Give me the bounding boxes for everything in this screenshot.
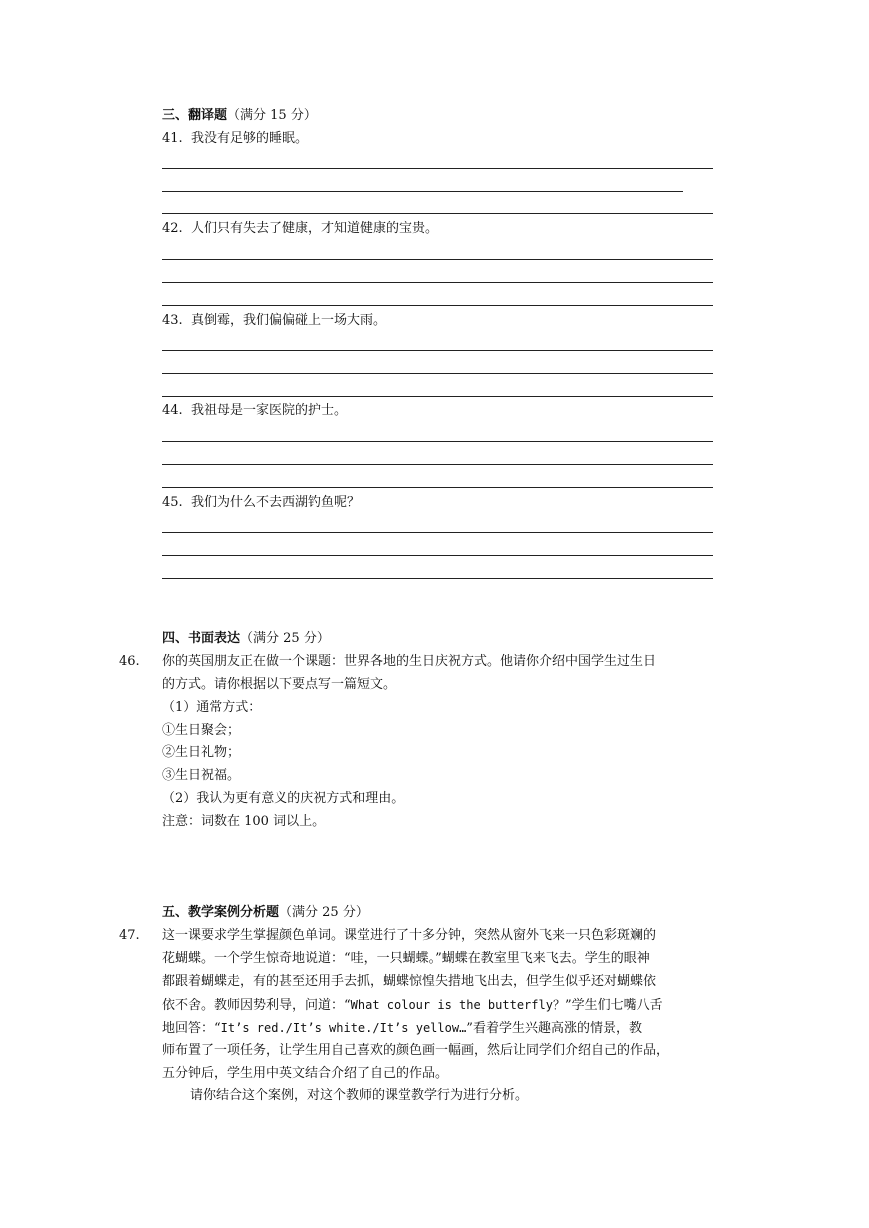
q46-line-1: 你的英国朋友正在做一个课题：世界各地的生日庆祝方式。他请你介绍中国学生过生日	[162, 654, 657, 669]
question-41	[162, 130, 308, 148]
q43-text: 真倒霉，我们偏偏碰上一场大雨。	[190, 313, 386, 328]
q41-text: 我没有足够的睡眠。	[190, 131, 308, 146]
q45-text: 我们为什么不去西湖钓鱼呢？	[190, 495, 360, 510]
question-42	[162, 220, 438, 238]
answer-line	[162, 396, 713, 397]
answer-line	[162, 441, 713, 442]
answer-line	[162, 213, 713, 214]
answer-line	[162, 305, 713, 306]
answer-line	[162, 532, 713, 533]
q47-line-3: 都跟着蝴蝶走，有的甚至还用手去抓，蝴蝶惊惶失措地飞出去，但学生似乎还对蝴蝶依	[162, 974, 657, 989]
section5-heading: 五、教学案例分析题	[162, 905, 280, 920]
q41-number: 41.	[162, 131, 183, 146]
q47-line-7: 五分钟后，学生用中英文结合介绍了自己的作品。	[162, 1066, 449, 1081]
q47-line-5	[162, 1019, 642, 1038]
answer-line	[162, 191, 683, 192]
q46-item-3: ③生日祝福。	[162, 768, 241, 783]
section3-score: （满分 15 分）	[227, 108, 317, 123]
q46-item-1: ①生日聚会；	[162, 723, 241, 738]
q47-instruction: 请你结合这个案例，对这个教师的课堂教学行为进行分析。	[190, 1088, 529, 1103]
answer-line	[162, 282, 713, 283]
question-43	[162, 312, 386, 330]
q46-note: 注意：词数在 100 词以上。	[162, 814, 326, 829]
section4-score: （满分 25 分）	[240, 631, 330, 646]
q46-number: 46.	[119, 654, 140, 669]
answer-line	[162, 487, 713, 488]
q47-line-4-start: 依不舍。教师因势利导，问道：“	[162, 998, 351, 1013]
answer-line	[162, 464, 713, 465]
q47-number: 47.	[119, 928, 140, 943]
section3-title	[162, 107, 317, 125]
q46-item-2: ②生日礼物；	[162, 745, 241, 760]
q47-english-answers: It’s red./It’s white./It’s yellow…	[220, 1021, 467, 1035]
q47-line-6: 师布置了一项任务，让学生用自己喜欢的颜色画一幅画，然后让同学们介绍自己的作品，	[162, 1043, 670, 1058]
q47-line-5-start: 地回答：“	[162, 1021, 221, 1036]
q47-line-4	[162, 996, 663, 1015]
q43-number: 43.	[162, 313, 183, 328]
q47-line-4-end: ”学生们七嘴八舌	[564, 998, 663, 1013]
section4-heading: 四、书面表达	[162, 631, 241, 646]
answer-line	[162, 259, 713, 260]
answer-line	[162, 555, 713, 556]
q47-line-1: 这一课要求学生掌握颜色单词。课堂进行了十多分钟，突然从窗外飞来一只色彩斑斓的	[162, 928, 657, 943]
q44-text: 我祖母是一家医院的护士。	[190, 403, 347, 418]
q46-point-1: （1）通常方式：	[162, 700, 262, 715]
section5-title	[162, 904, 369, 922]
question-44	[162, 402, 347, 420]
answer-line	[162, 168, 713, 169]
section3-heading: 三、翻译题	[162, 108, 228, 123]
question-45	[162, 494, 360, 512]
q47-line-5-end: ”看着学生兴趣高涨的情景，教	[466, 1021, 642, 1036]
q44-number: 44.	[162, 403, 183, 418]
section5-score: （满分 25 分）	[279, 905, 369, 920]
q42-number: 42.	[162, 221, 183, 236]
answer-line	[162, 350, 713, 351]
answer-line	[162, 373, 713, 374]
q47-line-2: 花蝴蝶。一个学生惊奇地说道：“哇，一只蝴蝶。”蝴蝶在教室里飞来飞去。学生的眼神	[162, 951, 650, 966]
answer-line	[162, 578, 713, 579]
q47-english-question: What colour is the butterfly？	[350, 998, 565, 1012]
section4-title	[162, 630, 330, 648]
q46-point-2: （2）我认为更有意义的庆祝方式和理由。	[162, 791, 405, 806]
q45-number: 45.	[162, 495, 183, 510]
q46-line-2: 的方式。请你根据以下要点写一篇短文。	[162, 677, 397, 692]
q42-text: 人们只有失去了健康，才知道健康的宝贵。	[190, 221, 438, 236]
